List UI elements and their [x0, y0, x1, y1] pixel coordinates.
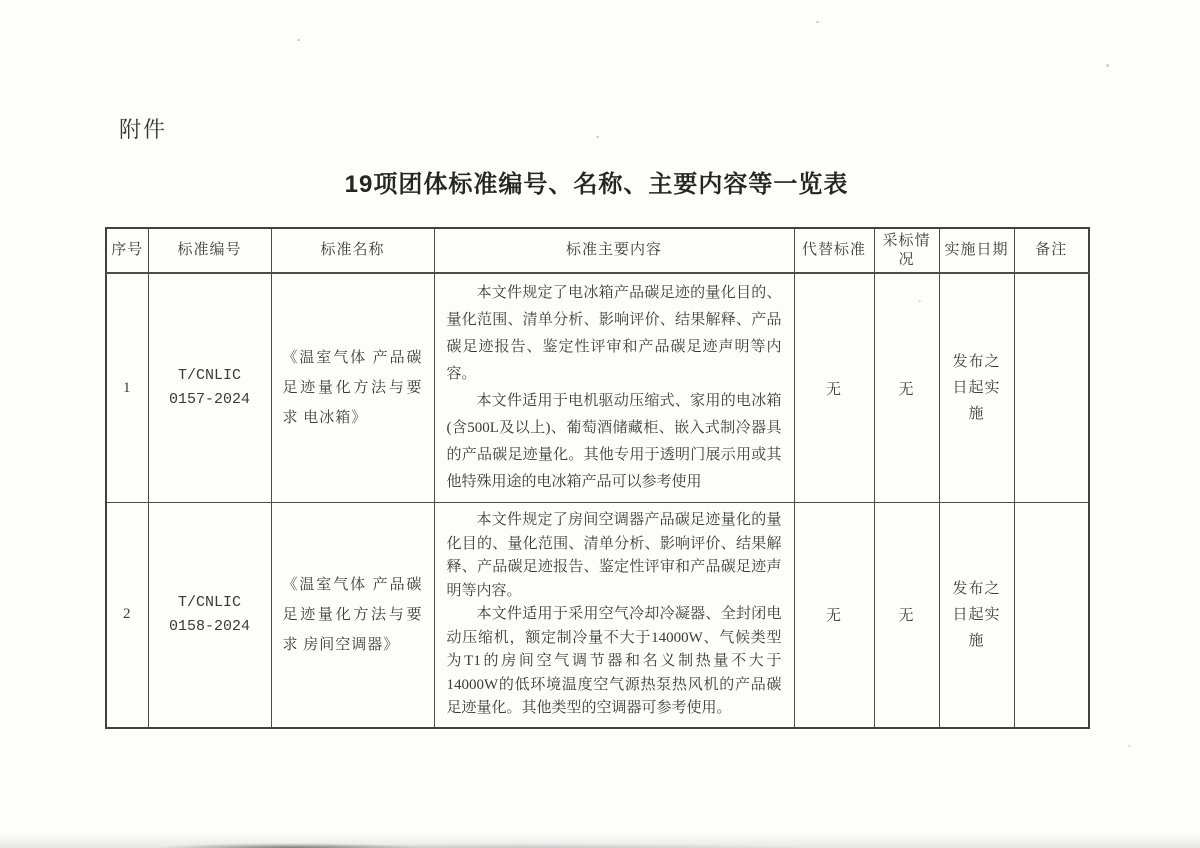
scan-speckle [297, 39, 300, 41]
header-cell-replaces: 代替标准 [794, 228, 874, 273]
cell-adoption: 无 [874, 273, 939, 503]
cell-seq: 2 [106, 503, 148, 728]
scan-speckle [1106, 64, 1109, 67]
cell-remarks [1014, 503, 1089, 728]
scan-speckle [1128, 745, 1131, 747]
content-paragraph: 本文件规定了房间空调器产品碳足迹量化的量化目的、量化范围、清单分析、影响评价、结果解释、产品碳足迹报告、鉴定性评审和产品碳足迹声明等内容。 [446, 512, 782, 599]
scan-speckle [918, 300, 921, 302]
table-row [106, 273, 1089, 503]
header-cell-remarks: 备注 [1014, 228, 1089, 273]
content-paragraph: 本文件适用于电机驱动压缩式、家用的电冰箱(含500L及以上)、葡萄酒储藏柜、嵌入式制冷器具的产品碳足迹量化。其他专用于透明门展示用或其他特殊用途的电冰箱产品可以参考使用 [446, 393, 782, 490]
cell-implementation: 发布之日起实施 [939, 503, 1014, 728]
header-cell-implementation: 实施日期 [939, 228, 1014, 273]
scan-speckle [596, 136, 599, 138]
cell-replaces: 无 [794, 273, 874, 503]
header-cell-name: 标准名称 [271, 228, 434, 273]
table-row [106, 503, 1089, 728]
attachment-label: 附件 [119, 117, 168, 142]
cell-replaces: 无 [794, 503, 874, 728]
cell-adoption: 无 [874, 503, 939, 728]
header-cell-content: 标准主要内容 [434, 228, 794, 273]
cell-content [434, 273, 794, 503]
header-cell-seq: 序号 [106, 228, 148, 273]
scan-speckle [816, 21, 819, 23]
cell-code: T/CNLIC 0157-2024 [148, 273, 271, 503]
cell-implementation: 发布之日起实施 [939, 273, 1014, 503]
cell-name: 《温室气体 产品碳足迹量化方法与要求 电冰箱》 [271, 273, 434, 503]
header-cell-code: 标准编号 [148, 228, 271, 273]
table-header-row [106, 228, 1089, 273]
scan-edge-shadow [0, 834, 1200, 848]
cell-code: T/CNLIC 0158-2024 [148, 503, 271, 728]
header-cell-adoption: 采标情况 [874, 228, 939, 273]
content-paragraph: 本文件适用于采用空气冷却冷凝器、全封闭电动压缩机，额定制冷量不大于14000W、气候类型为T1的房间空气调节器和名义制热量不大于14000W的低环境温度空气源热泵热风机的产品碳足迹量化。其他类型的空调器可参考使用。 [446, 606, 782, 716]
content-paragraph: 本文件规定了电冰箱产品碳足迹的量化目的、量化范围、清单分析、影响评价、结果解释、产品碳足迹报告、鉴定性评审和产品碳足迹声明等内容。 [446, 285, 782, 382]
cell-content [434, 503, 794, 728]
page-title: 19项团体标准编号、名称、主要内容等一览表 [344, 171, 849, 198]
standards-table [105, 227, 1090, 729]
cell-seq: 1 [106, 273, 148, 503]
cell-remarks [1014, 273, 1089, 503]
cell-name: 《温室气体 产品碳足迹量化方法与要求 房间空调器》 [271, 503, 434, 728]
